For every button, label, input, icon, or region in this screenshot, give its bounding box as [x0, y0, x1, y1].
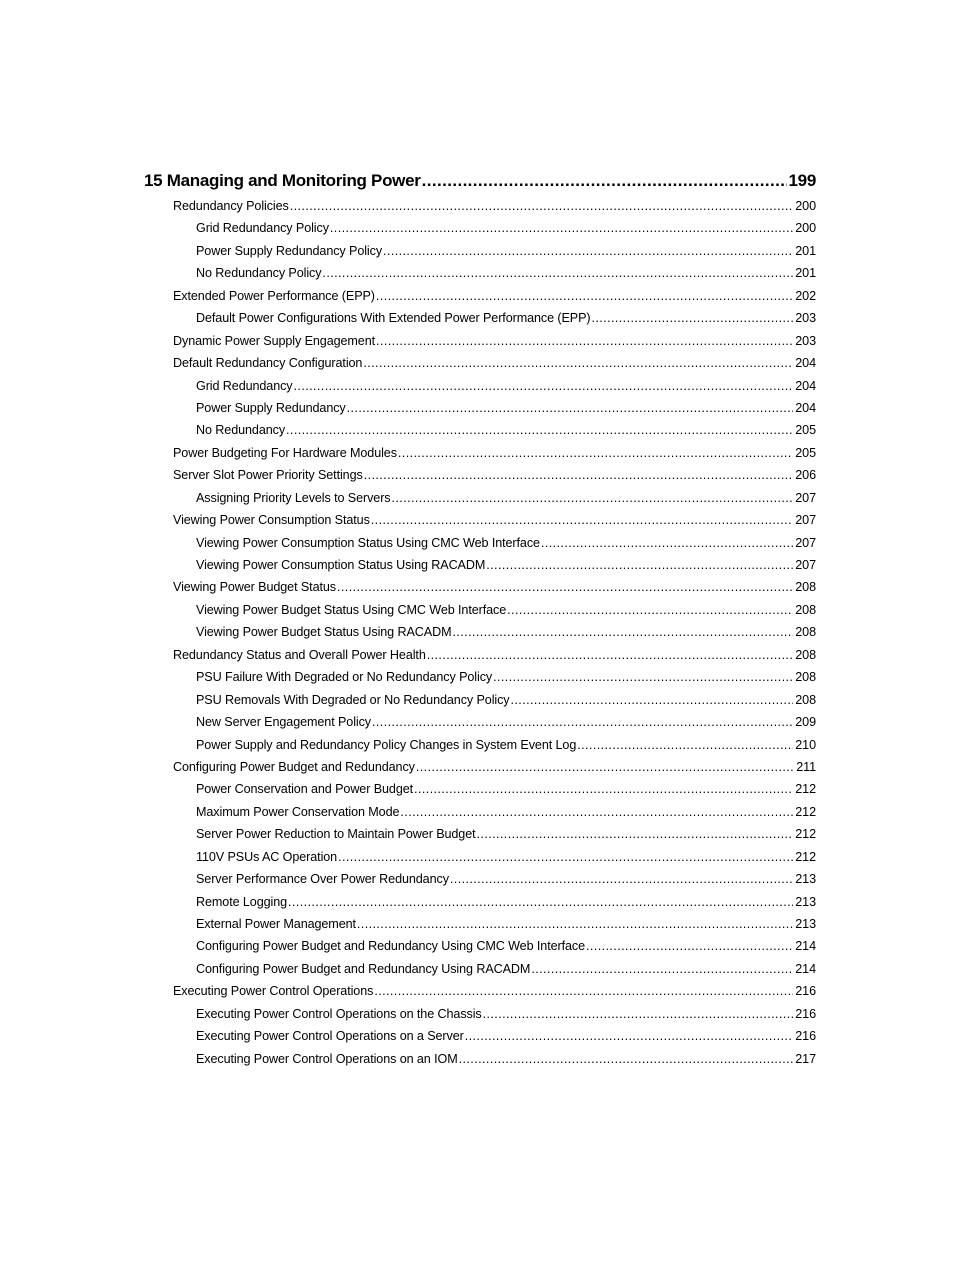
entry-title: No Redundancy Policy [196, 266, 322, 281]
entry-page-number: 216 [795, 1029, 816, 1044]
toc-subsection-entry[interactable] [144, 958, 816, 980]
dot-leader [531, 958, 793, 980]
dot-leader [363, 352, 793, 374]
dot-leader [477, 823, 794, 845]
toc-section-entry[interactable] [144, 442, 816, 464]
entry-page-number: 208 [795, 625, 816, 640]
dot-leader [337, 576, 793, 598]
entry-page-number: 209 [795, 715, 816, 730]
toc-section-entry[interactable] [144, 980, 816, 1002]
toc-subsection-entry[interactable] [144, 240, 816, 262]
toc-section-entry[interactable] [144, 464, 816, 486]
dot-leader [376, 285, 793, 307]
entry-title: Grid Redundancy Policy [196, 221, 329, 236]
entry-title: Power Budgeting For Hardware Modules [173, 445, 397, 460]
entry-page-number: 217 [795, 1051, 816, 1066]
entry-page-number: 212 [795, 782, 816, 797]
entry-title: Power Supply and Redundancy Policy Changes in System Event Log [196, 737, 577, 752]
entry-title: Default Power Configurations With Extended Power Performance (EPP) [196, 311, 591, 326]
entry-title: Remote Logging [196, 894, 288, 909]
toc-subsection-entry[interactable] [144, 532, 816, 554]
entry-page-number: 210 [795, 737, 816, 752]
entry-title: Configuring Power Budget and Redundancy Using CMC Web Interface [196, 939, 585, 954]
toc-subsection-entry[interactable] [144, 689, 816, 711]
dot-leader [383, 240, 793, 262]
entry-page-number: 205 [795, 423, 816, 438]
entry-title: Power Supply Redundancy [196, 400, 346, 415]
dot-leader [374, 980, 793, 1002]
chapter-heading[interactable] [144, 168, 816, 194]
dot-leader [330, 217, 793, 239]
entry-title: PSU Failure With Degraded or No Redundancy Policy [196, 670, 493, 685]
entry-page-number: 213 [795, 917, 816, 931]
toc-section-entry[interactable] [144, 330, 816, 352]
entry-page-number: 203 [795, 333, 816, 348]
dot-leader [322, 262, 793, 284]
entry-page-number: 208 [795, 647, 816, 662]
entry-page-number: 202 [795, 288, 816, 303]
dot-leader [347, 397, 794, 419]
dot-leader [591, 307, 793, 329]
toc-section-entry[interactable] [144, 756, 816, 778]
entry-page-number: 204 [795, 378, 816, 393]
entry-title: Executing Power Control Operations [173, 984, 374, 999]
entry-page-number: 206 [795, 468, 816, 483]
entry-page-number: 204 [795, 356, 816, 371]
toc-subsection-entry[interactable] [144, 397, 816, 419]
toc-subsection-entry[interactable] [144, 801, 816, 823]
toc-subsection-entry[interactable] [144, 1025, 816, 1047]
entry-title: Configuring Power Budget and Redundancy Using RACADM [196, 961, 531, 976]
toc-subsection-entry[interactable] [144, 1048, 816, 1070]
entry-title: Power Conservation and Power Budget [196, 782, 414, 797]
dot-leader [427, 644, 794, 666]
dot-leader [486, 554, 793, 576]
dot-leader [422, 168, 787, 194]
entry-page-number: 207 [795, 558, 816, 572]
entry-page-number: 216 [795, 984, 816, 999]
table-of-contents [144, 168, 816, 1070]
dot-leader [364, 464, 794, 486]
toc-subsection-entry[interactable] [144, 554, 816, 576]
toc-section-entry[interactable] [144, 576, 816, 598]
entry-page-number: 212 [795, 849, 816, 864]
toc-entries [144, 195, 816, 1070]
entry-title: External Power Management [196, 917, 356, 931]
chapter-page-number: 199 [788, 171, 816, 190]
entry-title: Maximum Power Conservation Mode [196, 804, 400, 819]
toc-subsection-entry[interactable] [144, 666, 816, 688]
toc-subsection-entry[interactable] [144, 891, 816, 913]
dot-leader [511, 689, 794, 711]
toc-subsection-entry[interactable] [144, 621, 816, 643]
toc-subsection-entry[interactable] [144, 307, 816, 329]
toc-section-entry[interactable] [144, 644, 816, 666]
dot-leader [450, 868, 793, 890]
toc-subsection-entry[interactable] [144, 262, 816, 284]
dot-leader [357, 913, 793, 935]
toc-subsection-entry[interactable] [144, 823, 816, 845]
dot-leader [507, 599, 793, 621]
dot-leader [371, 509, 794, 531]
entry-title: Redundancy Status and Overall Power Health [173, 647, 426, 662]
entry-page-number: 214 [795, 961, 816, 976]
entry-title: Viewing Power Consumption Status [173, 513, 370, 528]
toc-subsection-entry[interactable] [144, 711, 816, 733]
entry-title: Assigning Priority Levels to Servers [196, 490, 391, 505]
toc-subsection-entry[interactable] [144, 599, 816, 621]
toc-subsection-entry[interactable] [144, 935, 816, 957]
entry-title: Dynamic Power Supply Engagement [173, 333, 376, 348]
dot-leader [294, 375, 794, 397]
toc-subsection-entry[interactable] [144, 913, 816, 935]
dot-leader [459, 1048, 794, 1070]
entry-title: Viewing Power Budget Status Using RACADM [196, 625, 452, 640]
toc-subsection-entry[interactable] [144, 375, 816, 397]
entry-title: Viewing Power Consumption Status Using CMC Web Interface [196, 535, 540, 550]
toc-subsection-entry[interactable] [144, 734, 816, 756]
dot-leader [372, 711, 793, 733]
entry-page-number: 213 [795, 894, 816, 909]
entry-title: Extended Power Performance (EPP) [173, 288, 375, 303]
toc-subsection-entry[interactable] [144, 1003, 816, 1025]
entry-title: Viewing Power Budget Status [173, 580, 336, 595]
entry-title: New Server Engagement Policy [196, 715, 371, 730]
entry-page-number: 205 [795, 445, 816, 460]
entry-title: Executing Power Control Operations on a Server [196, 1029, 464, 1044]
entry-title: Grid Redundancy [196, 378, 293, 393]
toc-subsection-entry[interactable] [144, 846, 816, 868]
dot-leader [577, 734, 793, 756]
toc-section-entry[interactable] [144, 509, 816, 531]
dot-leader [391, 487, 793, 509]
entry-title: Viewing Power Budget Status Using CMC Web Interface [196, 602, 507, 617]
entry-title: PSU Removals With Degraded or No Redundancy Policy [196, 692, 510, 707]
entry-page-number: 208 [795, 602, 816, 617]
entry-page-number: 216 [795, 1006, 816, 1021]
entry-page-number: 208 [795, 580, 816, 595]
dot-leader [465, 1025, 794, 1047]
entry-page-number: 207 [795, 490, 816, 505]
dot-leader [452, 621, 793, 643]
entry-page-number: 213 [795, 872, 816, 887]
entry-page-number: 200 [795, 221, 816, 236]
toc-section-entry[interactable] [144, 195, 816, 217]
toc-section-entry[interactable] [144, 285, 816, 307]
entry-title: Configuring Power Budget and Redundancy [173, 759, 415, 774]
dot-leader [400, 801, 793, 823]
entry-title: Executing Power Control Operations on the Chassis [196, 1006, 482, 1021]
dot-leader [288, 891, 793, 913]
entry-title: Server Slot Power Priority Settings [173, 468, 363, 483]
toc-subsection-entry[interactable] [144, 868, 816, 890]
toc-section-entry[interactable] [144, 352, 816, 374]
entry-page-number: 201 [795, 243, 816, 258]
entry-page-number: 204 [795, 400, 816, 415]
entry-title: Server Performance Over Power Redundancy [196, 872, 449, 887]
entry-page-number: 211 [796, 759, 816, 774]
chapter-title: 15 Managing and Monitoring Power [144, 171, 421, 190]
entry-title: Viewing Power Consumption Status Using RACADM [196, 558, 486, 572]
toc-subsection-entry[interactable] [144, 217, 816, 239]
entry-page-number: 208 [795, 692, 816, 707]
entry-title: Redundancy Policies [173, 199, 289, 213]
entry-title: Default Redundancy Configuration [173, 356, 363, 371]
dot-leader [338, 846, 793, 868]
entry-page-number: 212 [795, 827, 816, 842]
dot-leader [376, 330, 793, 352]
entry-page-number: 212 [795, 804, 816, 819]
entry-page-number: 201 [795, 266, 816, 281]
entry-title: Executing Power Control Operations on an IOM [196, 1051, 458, 1066]
dot-leader [398, 442, 793, 464]
dot-leader [586, 935, 793, 957]
entry-title: Power Supply Redundancy Policy [196, 243, 383, 258]
dot-leader [290, 195, 794, 217]
entry-page-number: 207 [795, 535, 816, 550]
entry-page-number: 200 [795, 199, 816, 213]
entry-page-number: 203 [795, 311, 816, 326]
entry-page-number: 208 [795, 670, 816, 685]
entry-page-number: 214 [795, 939, 816, 954]
dot-leader [493, 666, 793, 688]
dot-leader [286, 419, 793, 441]
toc-subsection-entry[interactable] [144, 487, 816, 509]
toc-subsection-entry[interactable] [144, 419, 816, 441]
entry-page-number: 207 [795, 513, 816, 528]
entry-title: 110V PSUs AC Operation [196, 849, 338, 864]
entry-title: Server Power Reduction to Maintain Power Budget [196, 827, 476, 842]
toc-subsection-entry[interactable] [144, 778, 816, 800]
dot-leader [541, 532, 793, 554]
entry-title: No Redundancy [196, 423, 286, 438]
dot-leader [483, 1003, 794, 1025]
dot-leader [414, 778, 793, 800]
dot-leader [416, 756, 794, 778]
